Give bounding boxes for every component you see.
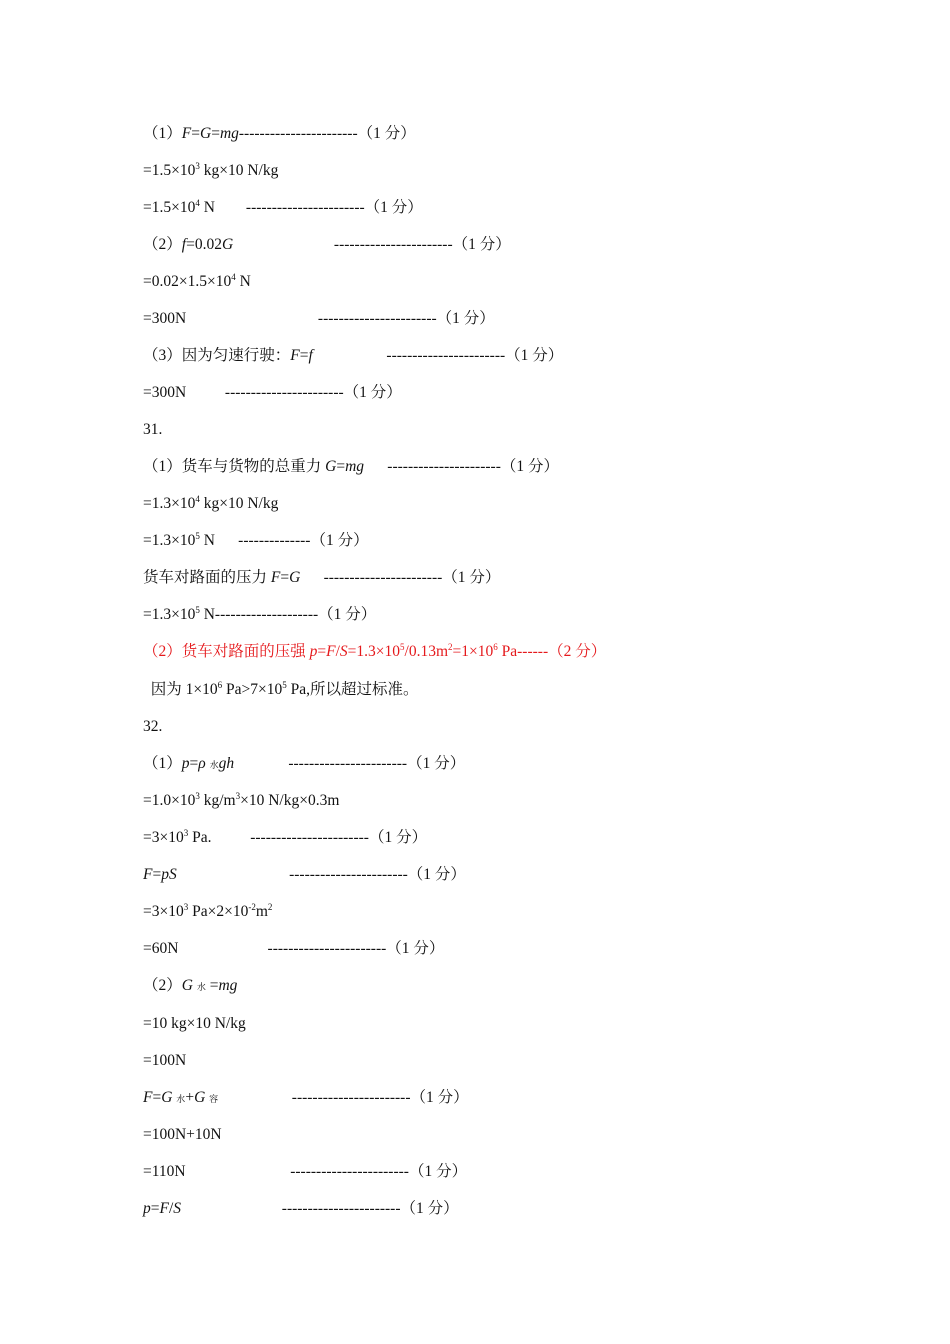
line-7: （3）因为匀速行驶：F=f -----------------------（1 分） bbox=[143, 347, 564, 364]
line-22: $=3\times 10^3$ $Pa\times 2\times 10^{-2}m^2$ bbox=[143, 902, 273, 920]
line-18: （1）p=ρ 水gh -----------------------（1 分） bbox=[143, 755, 466, 772]
line-19: $=1.0\times 10^3$ $kg/m^3\times 10$ N/kg×0.3m bbox=[143, 791, 340, 809]
line-25: =10 kg×10 N/kg bbox=[143, 1015, 246, 1032]
line-8: =300N -----------------------（1 分） bbox=[143, 384, 402, 401]
line-26: =100N bbox=[143, 1052, 187, 1069]
line-6: =300N -----------------------（1 分） bbox=[143, 310, 495, 327]
line-5: $=0.02\times 1.5\times 10^4$ N bbox=[143, 272, 251, 290]
line-23: =60N -----------------------（1 分） bbox=[143, 940, 445, 957]
line-15-highlighted: （2）货车对路面的压强 $p=F/S=1.3\times 10^5/0.13m^2=1\times 10^6$ Pa------（2 分） bbox=[143, 642, 607, 660]
line-10: （1）货车与货物的总重力 G=mg ----------------------（1 分） bbox=[143, 458, 559, 475]
question-32-number: 32. bbox=[143, 718, 163, 735]
line-11: $=1.3\times 10^4$ kg×10 N/kg bbox=[143, 494, 279, 512]
line-21: F=pS -----------------------（1 分） bbox=[143, 866, 466, 883]
line-13: 货车对路面的压力 F=G -----------------------（1 分） bbox=[143, 569, 501, 586]
line-14: $=1.3\times 10^5$ N--------------------（1 分） bbox=[143, 605, 377, 623]
line-28: =100N+10N bbox=[143, 1126, 222, 1143]
line-24: （2）G 水 =mg bbox=[143, 977, 238, 994]
line-16: 因为 $1\times 10^6$ $Pa>7\times 10^5$ Pa,所以超过标准。 bbox=[143, 680, 419, 698]
line-4: （2）f=0.02G -----------------------（1 分） bbox=[143, 236, 511, 253]
line-27: F=G 水+G 容 -----------------------（1 分） bbox=[143, 1089, 469, 1106]
line-1: （1）F=G=mg-----------------------（1 分） bbox=[143, 125, 416, 142]
line-12: $=1.3\times 10^5$ N --------------（1 分） bbox=[143, 531, 369, 549]
line-29: =110N -----------------------（1 分） bbox=[143, 1163, 468, 1180]
line-20: $=3\times 10^3$ Pa. -----------------------（1 分） bbox=[143, 828, 428, 846]
line-3: $=1.5\times 10^4$ N -----------------------（1 分） bbox=[143, 198, 423, 216]
line-30: p=F/S -----------------------（1 分） bbox=[143, 1200, 459, 1217]
question-31-number: 31. bbox=[143, 421, 163, 438]
line-2: $=1.5\times 10^3$ kg×10 N/kg bbox=[143, 161, 279, 179]
